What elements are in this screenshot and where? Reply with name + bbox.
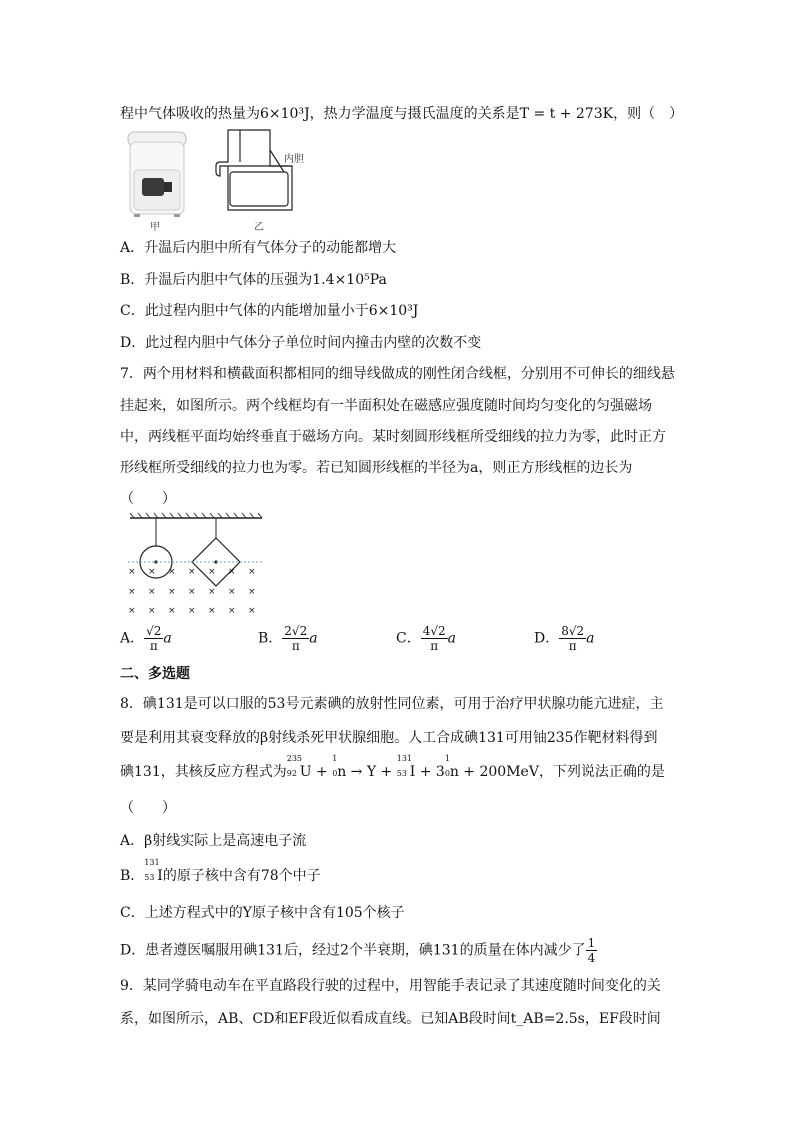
q6-option-c: C．此过程内胆中气体的内能增加量小于6×10³J bbox=[120, 303, 419, 319]
q7-option-d: D． $\frac{8√2}{\pi}$ a bbox=[534, 624, 595, 653]
q6-stem-line: 程中气体吸收的热量为6×10³J，热力学温度与摄氏温度的关系是T = t + 273K，则（ ） bbox=[120, 106, 684, 122]
fraction-one-quarter: $\frac{1}{4}$ bbox=[587, 936, 596, 965]
svg-text:×: × bbox=[208, 567, 216, 577]
svg-text:×: × bbox=[228, 606, 236, 616]
svg-text:×: × bbox=[248, 567, 256, 577]
air-fryer-photo bbox=[128, 132, 186, 217]
nuclide-i131-option: 131 53 I bbox=[144, 858, 163, 884]
inner-liner-label: 内胆 bbox=[284, 154, 304, 165]
q7-stem-line-2: 挂起来，如图所示。两个线框均有一半面积处在磁感应强度随时间均匀变化的匀强磁场 bbox=[120, 398, 652, 414]
svg-text:×: × bbox=[228, 587, 236, 597]
nuclide-i131: 131 53 I bbox=[396, 754, 416, 780]
nuclide-neutron-product: 1 0 n bbox=[444, 754, 459, 780]
svg-text:×: × bbox=[128, 567, 136, 577]
q7-option-c: C． $\frac{4√2}{\pi}$ a bbox=[396, 624, 456, 653]
svg-text:×: × bbox=[148, 606, 156, 616]
nuclide-u235: 235 92 U bbox=[286, 754, 312, 780]
loops-in-field-figure bbox=[126, 512, 266, 618]
q8-option-c: C．上述方程式中的Y原子核中含有105个核子 bbox=[120, 905, 405, 921]
q7-option-b: B． $\frac{2√2}{\pi}$ a bbox=[258, 624, 318, 653]
q6-option-d: D．此过程内胆中气体分子单位时间内撞击内壁的次数不变 bbox=[120, 335, 482, 351]
svg-text:×: × bbox=[128, 606, 136, 616]
q8-answer-blank: （ ） bbox=[120, 800, 176, 816]
field-cross-marks bbox=[128, 567, 256, 616]
q8-stem-line-1: 8．碘131是可以口服的53号元素碘的放射性同位素，可用于治疗甲状腺功能亢进症，主 bbox=[120, 696, 664, 712]
air-fryer-section-drawing bbox=[216, 130, 292, 210]
q8-stem-line-3: 碘131，其核反应方程式为 235 92 U + 1 0 n → Y + 131 53 I + 3 1 0 n + 200MeV，下列说法正确的是 bbox=[120, 754, 665, 780]
svg-text:×: × bbox=[128, 587, 136, 597]
q7-stem-line-3: 中，两线框平面均始终垂直于磁场方向。某时刻圆形线框所受细线的拉力为零，此时正方 bbox=[120, 429, 666, 445]
q9-stem-line-1: 9．某同学骑电动车在平直路段行驶的过程中，用智能手表记录了其速度随时间变化的关 bbox=[120, 978, 661, 994]
q7-options bbox=[120, 618, 620, 658]
q7-stem-line-4: 形线框所受细线的拉力也为零。若已知圆形线框的半径为a，则正方形线框的边长为 bbox=[120, 460, 633, 476]
caption-yi: 乙 bbox=[254, 222, 264, 233]
svg-text:×: × bbox=[248, 606, 256, 616]
svg-text:×: × bbox=[168, 567, 176, 577]
q8-stem-line-2: 要是利用其衰变释放的β射线杀死甲状腺细胞。人工合成碘131可用铀235作靶材料得到 bbox=[120, 730, 658, 746]
section-title-multiple-choice: 二、多选题 bbox=[120, 666, 190, 682]
svg-text:×: × bbox=[188, 587, 196, 597]
air-fryer-figure bbox=[120, 126, 320, 232]
q7-option-a: A． $\frac{√2}{\pi}$ a bbox=[120, 624, 172, 653]
svg-text:×: × bbox=[168, 587, 176, 597]
svg-text:×: × bbox=[148, 587, 156, 597]
svg-text:×: × bbox=[168, 606, 176, 616]
q8-option-d: D．患者遵医嘱服用碘131后，经过2个半衰期，碘131的质量在体内减少了 $\frac{1}{4}$ bbox=[120, 936, 596, 965]
svg-text:×: × bbox=[148, 567, 156, 577]
caption-jia: 甲 bbox=[150, 222, 160, 233]
svg-text:×: × bbox=[208, 606, 216, 616]
q7-answer-blank: （ ） bbox=[120, 491, 176, 507]
q8-option-a: A．β射线实际上是高速电子流 bbox=[120, 833, 307, 849]
q9-stem-line-2: 系，如图所示，AB、CD和EF段近似看成直线。已知AB段时间t_AB=2.5s，EF段时间 bbox=[120, 1011, 661, 1027]
q6-option-b: B．升温后内胆中气体的压强为1.4×10⁵Pa bbox=[120, 272, 387, 288]
svg-text:×: × bbox=[228, 567, 236, 577]
svg-text:×: × bbox=[188, 606, 196, 616]
svg-text:×: × bbox=[188, 567, 196, 577]
q7-stem-line-1: 7．两个用材料和横截面积都相同的细导线做成的刚性闭合线框，分别用不可伸长的细线悬 bbox=[120, 366, 675, 382]
nuclide-neutron: 1 0 n bbox=[332, 754, 347, 780]
svg-text:×: × bbox=[248, 587, 256, 597]
svg-text:×: × bbox=[208, 587, 216, 597]
q6-option-a: A．升温后内胆中所有气体分子的动能都增大 bbox=[120, 240, 397, 256]
q8-option-b: B． 131 53 I的原子核中含有78个中子 bbox=[120, 858, 321, 884]
